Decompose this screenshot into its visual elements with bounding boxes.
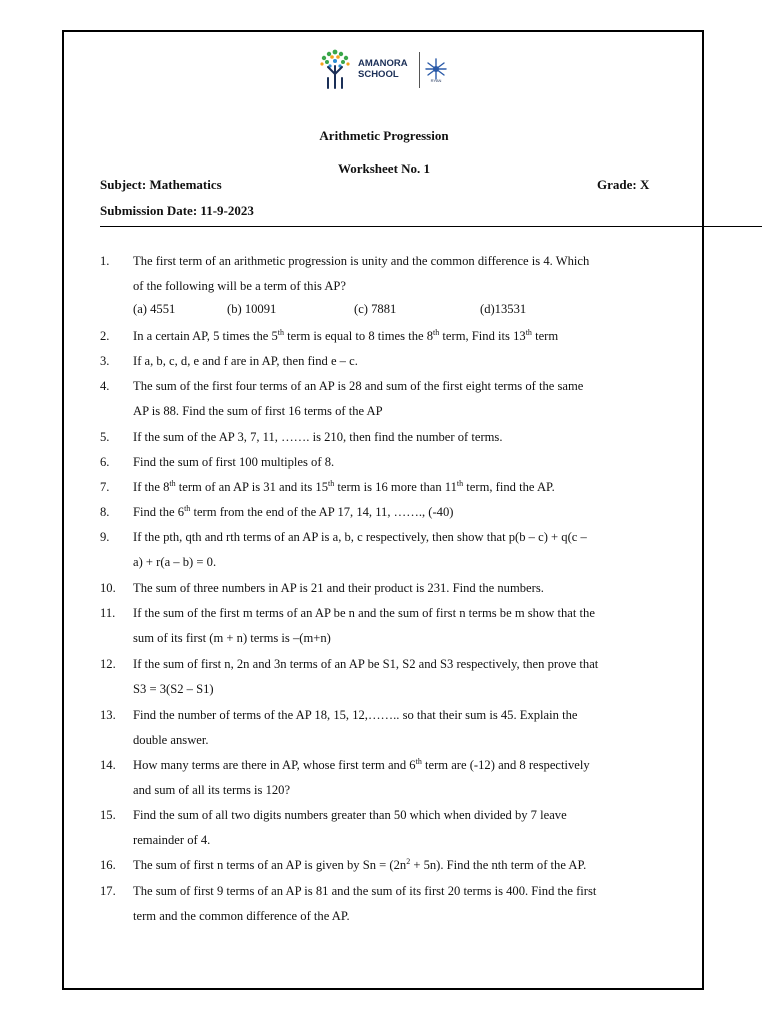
tree-logo-icon [316, 48, 356, 90]
question-text: The sum of the first four terms of an AP is 28 and sum of the first eight terms of the same [133, 379, 584, 393]
grade-label: Grade: X [597, 177, 650, 192]
question-text: If the sum of the first m terms of an AP be n and the sum of first n terms be m show that the [133, 606, 595, 620]
question-number: 6. [100, 455, 110, 469]
question-text: If the pth, qth and rth terms of an AP is a, b, c respectively, then show that p(b – c) + q(c – [133, 530, 587, 544]
question-number: 9. [100, 530, 110, 544]
question-number: 11. [100, 606, 116, 620]
subject-label: Subject: Mathematics [100, 177, 222, 192]
question-text: S3 = 3(S2 – S1) [133, 682, 214, 696]
question-text: The sum of three numbers in AP is 21 and their product is 231. Find the numbers. [133, 581, 544, 595]
header-rule [100, 226, 762, 227]
question-text: sum of its first (m + n) terms is –(m+n) [133, 631, 331, 645]
school-name-line2: SCHOOL [358, 69, 399, 80]
question-text: If the sum of first n, 2n and 3n terms of an AP be S1, S2 and S3 respectively, then prove that [133, 657, 599, 671]
question-text: Find the number of terms of the AP 18, 15, 12,…….. so that their sum is 45. Explain the [133, 708, 578, 722]
question-text: The sum of first 9 terms of an AP is 81 and the sum of its first 20 terms is 400. Find the first [133, 884, 597, 898]
question-text: If a, b, c, d, e and f are in AP, then find e – c. [133, 354, 358, 368]
question-number: 14. [100, 758, 116, 772]
question-text: a) + r(a – b) = 0. [133, 555, 217, 569]
question-number: 8. [100, 505, 110, 519]
question-text: double answer. [133, 733, 209, 747]
q1-option-b: (b) 10091 [227, 302, 277, 316]
question-text: The first term of an arithmetic progression is unity and the common difference is 4. Which [133, 254, 590, 268]
question-number: 17. [100, 884, 116, 898]
school-logo [316, 48, 452, 92]
question-text: Find the 6th term from the end of the AP 17, 14, 11, ……., (-40) [133, 503, 454, 519]
question-text: Find the sum of all two digits numbers greater than 50 which when divided by 7 leave [133, 808, 567, 822]
question-number: 7. [100, 480, 110, 494]
question-text: AP is 88. Find the sum of first 16 terms of the AP [133, 404, 383, 418]
q1-option-d: (d)13531 [480, 302, 527, 316]
question-number: 4. [100, 379, 110, 393]
ryan-emblem-icon [424, 50, 448, 90]
submission-date: Submission Date: 11-9-2023 [100, 203, 254, 218]
question-number: 16. [100, 858, 116, 872]
question-number: 3. [100, 354, 110, 368]
question-number: 12. [100, 657, 116, 671]
question-number: 2. [100, 329, 110, 343]
question-text: If the 8th term of an AP is 31 and its 15th term is 16 more than 11th term, find the AP. [133, 478, 555, 494]
worksheet-title: Arithmetic Progression [319, 128, 449, 143]
question-text: and sum of all its terms is 120? [133, 783, 291, 797]
question-text: If the sum of the AP 3, 7, 11, ……. is 210, then find the number of terms. [133, 430, 503, 444]
question-text: Find the sum of first 100 multiples of 8. [133, 455, 335, 469]
school-name [358, 58, 408, 80]
question-number: 13. [100, 708, 116, 722]
question-text: remainder of 4. [133, 833, 211, 847]
question-number: 15. [100, 808, 116, 822]
partner-label: RYAN [430, 78, 442, 83]
question-text: term and the common difference of the AP. [133, 909, 350, 923]
question-text: In a certain AP, 5 times the 5th term is equal to 8 times the 8th term, Find its 13th term [133, 327, 559, 343]
q1-option-c: (c) 7881 [354, 302, 397, 316]
q1-option-a: (a) 4551 [133, 302, 176, 316]
question-number: 1. [100, 254, 110, 268]
worksheet-number: Worksheet No. 1 [337, 161, 431, 176]
question-number: 5. [100, 430, 110, 444]
logo-divider [419, 52, 420, 88]
question-text: of the following will be a term of this AP? [133, 279, 347, 293]
question-text: How many terms are there in AP, whose first term and 6th term are (-12) and 8 respectively [133, 756, 590, 772]
school-name-line1: AMANORA [358, 58, 408, 69]
question-number: 10. [100, 581, 116, 595]
question-text: The sum of first n terms of an AP is given by $Sn = (2n^2 + 5n)$. Find the nth term of the AP. [133, 856, 587, 872]
